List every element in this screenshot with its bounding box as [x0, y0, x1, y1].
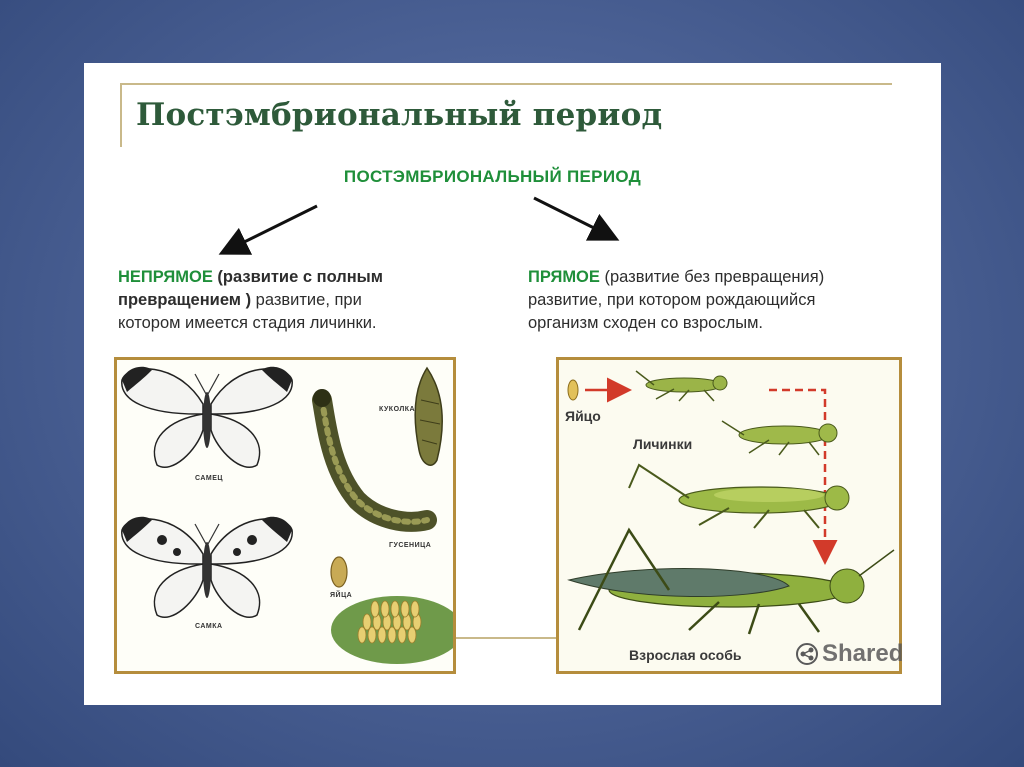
- indirect-keyword: НЕПРЯМОЕ: [118, 268, 213, 286]
- indirect-line2-bold: превращением ): [118, 291, 252, 309]
- indirect-line1: (развитие с полным: [212, 268, 383, 286]
- label-larvae: Личинки: [633, 436, 693, 452]
- direct-line2: развитие, при котором рождающийся: [528, 291, 816, 309]
- larva-large-icon: [629, 465, 849, 528]
- grasshopper-egg-icon: [568, 380, 578, 400]
- grasshopper-development-image: [556, 357, 902, 674]
- label-male: САМЕЦ: [195, 475, 224, 482]
- direct-keyword: ПРЯМОЕ: [528, 268, 600, 286]
- label-female: САМКА: [195, 623, 223, 630]
- panel-connector: [456, 637, 556, 639]
- growth-arrow: [769, 390, 825, 560]
- watermark-text: Shared: [822, 640, 904, 667]
- direct-line1: (развитие без превращения): [599, 268, 825, 286]
- butterfly-lifecycle-image: [114, 357, 456, 674]
- egg-icon: [331, 557, 347, 587]
- indirect-line2: развитие, при: [251, 291, 362, 309]
- label-adult: Взрослая особь: [629, 647, 742, 663]
- indirect-line3: котором имеется стадия личинки.: [118, 314, 377, 332]
- left-branch-arrow: [224, 206, 317, 252]
- direct-line3: организм сходен со взрослым.: [528, 314, 763, 332]
- egg-cluster-icon: [331, 596, 453, 664]
- title-rule: [120, 83, 892, 85]
- right-branch-arrow: [534, 198, 614, 238]
- male-butterfly-icon: [122, 367, 292, 467]
- adult-grasshopper-icon: [569, 530, 894, 634]
- larva-small-icon: [636, 371, 727, 401]
- diagram-heading: ПОСТЭМБРИОНАЛЬНЫЙ ПЕРИОД: [343, 167, 642, 186]
- title-rule-vertical: [120, 83, 122, 147]
- pupa-icon: [415, 368, 442, 465]
- larva-medium-icon: [722, 421, 837, 455]
- label-pupa: КУКОЛКА: [379, 406, 416, 413]
- share-icon: [796, 643, 818, 665]
- indirect-development-text: [118, 266, 383, 335]
- direct-development-text: [528, 266, 824, 335]
- label-eggs: ЯЙЦА: [330, 592, 353, 599]
- slide-title: Постэмбриональный период: [136, 97, 663, 133]
- female-butterfly-icon: [122, 517, 292, 617]
- slide: [84, 63, 941, 705]
- grasshopper-illustration: [559, 360, 899, 671]
- label-caterpillar: ГУСЕНИЦА: [389, 542, 432, 549]
- label-egg: Яйцо: [565, 408, 601, 424]
